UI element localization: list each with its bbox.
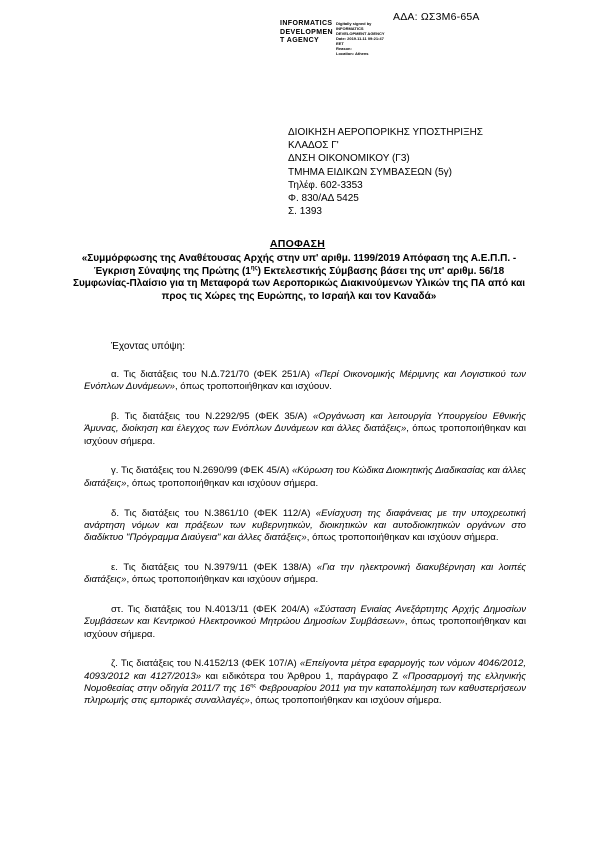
decision-subject: «Συμμόρφωσης της Αναθέτουσας Αρχής στην υπ' αριθμ. 1199/2019 Απόφαση της Α.Ε.Π.Π. - Έγκριση Σύναψης της Πρώτης $(1^{\eta\varsigma})$ Εκτελεστικής Σύμβασης βάσει της υπ' αριθμ. 56/18 Συμφωνίας-Πλαίσιο για τη Μεταφορά των Αεροπορικώς Διακινούμενων Υλικών της ΠΑ από και προς τις Χώρες της Ευρώπης, το Ισραήλ και τον Καναδά» — [72, 253, 526, 302]
dept-line: Φ. 830/ΑΔ 5425 — [288, 193, 359, 205]
stamp-details: Digitally signed by INFORMATICS DEVELOPMENT AGENCY Date: 2019.11.11 09:21:47 EET Reason: Location: Athens — [336, 21, 385, 56]
clause-st: στ. Τις διατάξεις του Ν.4013/11 (ΦΕΚ 204/Α) «Σύσταση Ενιαίας Ανεξάρτητης Αρχής Δημοσίων Συμβάσεων και Κεντρικού Ηλεκτρονικού Μητρώου Δημοσίων Συμβάσεων», όπως τροποποιήθηκαν και ισχύουν σήμερα. — [84, 604, 526, 640]
decision-title: ΑΠΟΦΑΣΗ — [269, 238, 326, 250]
digital-signature-stamp — [280, 20, 385, 56]
ada-code: ΑΔΑ: ΩΣ3Μ6-65Α — [393, 11, 480, 23]
having-in-mind-heading: Έχοντας υπόψη: — [111, 341, 185, 352]
clauses-list — [84, 369, 526, 725]
clause-e: ε. Τις διατάξεις του Ν.3979/11 (ΦΕΚ 138/Α) «Για την ηλεκτρονική διακυβέρνηση και λοιπές διατάξεις», όπως τροποποιήθηκαν και ισχύουν σήμερα. — [84, 561, 526, 586]
clause-c: γ. Τις διατάξεις του Ν.2690/99 (ΦΕΚ 45/Α) «Κύρωση του Κώδικα Διοικητικής Διαδικασίας και άλλες διατάξεις», όπως τροποποιήθηκαν και ισχύουν σήμερα. — [84, 465, 527, 489]
clause-d: δ. Τις διατάξεις του Ν.3861/10 (ΦΕΚ 112/Α) «Ενίσχυση της διαφάνειας με την υποχρεωτική ανάρτηση νόμων και πράξεων των κυβερνητικών, διοικητικών και αυτοδιοικητικών οργάνων στο διαδίκτυο "Πρόγραμμα Διαύγεια" και άλλες διατάξεις», όπως τροποποιήθηκαν και ισχύουν σήμερα. — [84, 507, 526, 544]
dept-line: ΚΛΑΔΟΣ Γ' — [288, 140, 339, 152]
dept-line: ΔΝΣΗ ΟΙΚΟΝΟΜΙΚΟΥ (Γ3) — [288, 153, 410, 165]
dept-line: ΤΜΗΜΑ ΕΙΔΙΚΩΝ ΣΥΜΒΑΣΕΩΝ (5γ) — [288, 166, 453, 178]
dept-line: ΔΙΟΙΚΗΣΗ ΑΕΡΟΠΟΡΙΚΗΣ ΥΠΟΣΤΗΡΙΞΗΣ — [288, 127, 483, 138]
clause-b: β. Τις διατάξεις του Ν.2292/95 (ΦΕΚ 35/Α) «Οργάνωση και λειτουργία Υπουργείου Εθνικής Άμυνας, διοίκηση και έλεγχος των Ενόπλων Δυνάμεων και άλλες διατάξεις», όπως τροποποιήθηκαν και ισχύουν σήμερα. — [84, 411, 527, 447]
dept-line: Τηλέφ. 602-3353 — [288, 179, 363, 191]
clause-a: α. Τις διατάξεις του Ν.Δ.721/70 (ΦΕΚ 251/Α) «Περί Οικονομικής Μέριμνης και Λογιστικού των Ενόπλων Δυνάμεων», όπως τροποποιήθηκαν και ισχύουν. — [84, 369, 526, 393]
stamp-issuer: INFORMATICS DEVELOPMEN T AGENCY — [280, 20, 334, 44]
dept-line: Σ. 1393 — [288, 206, 322, 218]
clause-z: ζ. Τις διατάξεις του Ν.4152/13 (ΦΕΚ 107/Α) «Επείγοντα μέτρα εφαρμογής των νόμων 4046/2012, 4093/2012 και 4127/2013» και ειδικότερα του Άρθρου 1, παράγραφο Ζ «Προσαρμογή της ελληνικής Νομοθεσίας στην οδηγία 2011/7 της $16^{\eta\varsigma}$ Φεβρουαρίου 2011 για την καταπολέμηση των καθυστερήσεων πληρωμής στις εμπορικές συναλλαγές», όπως τροποποιήθηκαν και ισχύουν σήμερα. — [84, 658, 526, 707]
department-block — [288, 126, 483, 218]
